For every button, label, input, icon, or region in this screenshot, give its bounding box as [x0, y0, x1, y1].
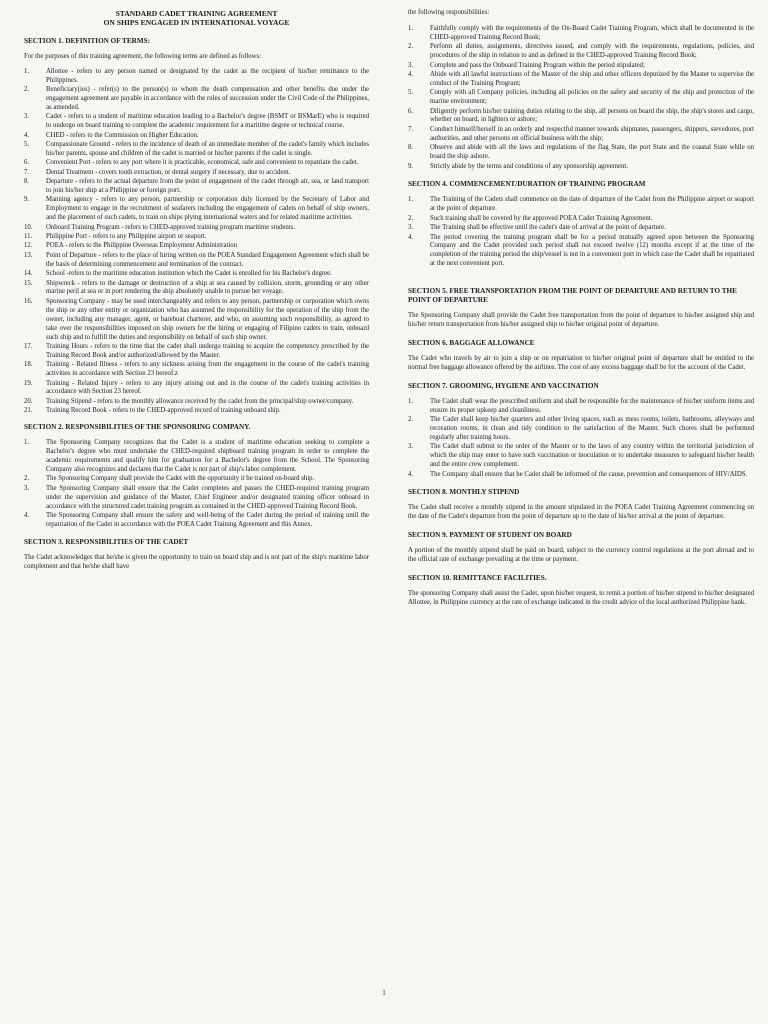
list-item-text: Allottee - refers to any person named or designated by the cadet as the recipient of his/her remittance to the Philippines. [46, 67, 369, 84]
list-item [24, 132, 369, 141]
list-item-text: The Sponsoring Company shall ensure the safety and well-being of the Cadet during the period of training until the repatriation of the Cadet in accordance with the POEA Cadet Training Agreement and this Annex. [46, 511, 369, 528]
list-item [24, 361, 369, 379]
list-item-number: 4. [24, 131, 30, 139]
list-item-number: 3. [24, 113, 30, 121]
list-item-number: 19. [24, 379, 33, 387]
list-item-text: The Sponsoring Company shall provide the Cadet with the opportunity it be trained on-board ship. [46, 475, 315, 483]
list-item [24, 86, 369, 113]
list-item-text: The period covering the training program shall be for a period mutually agreed upon between the Sponsoring Company and the Cadet provided such period shall not exceed twelve (12) months except if at the time of the completion of the training period the ship/vessel is not in a convenient port in which case the Cadet shall be repatriated at the next convenient port. [430, 233, 754, 268]
list-item-text: The Training shall be effective until the cadet's date of arrival at the point of departure. [430, 224, 666, 232]
section-8-heading: SECTION 8. MONTHLY STIPEND [408, 488, 520, 497]
section-1-intro: For the purposes of this training agreement, the following terms are defined as follows: [24, 52, 262, 60]
list-item-text: Perform all duties, assignments, directives issued, and comply with the requirements, regulations, policies, and procedures of the ship in relation to and as defined in the CHED-approved Training Record Book; [430, 43, 754, 60]
list-item-text: School -refers to the maritime education institution which the Cadet is enrolled for his Bachelor's degree. [46, 270, 332, 278]
section-2-list [24, 439, 369, 530]
list-item-text: The Sponsoring Company recognizes that the Cadet is a student of maritime education seeking to complete a Bachelor's degree who must undertake the CHED-required shipboard training program in order to complete the academic requirements and qualify him for graduation for a Bachelor's degree from the School. The Sponsoring Company also recognizes and declares that the Cadet is not part of ship's labor complement. [46, 439, 369, 473]
list-item-number: 3. [408, 224, 414, 232]
list-item-number: 4. [408, 470, 414, 478]
list-item-number: 6. [24, 159, 30, 167]
list-item-text: Abide with all lawful instructions of the Master of the ship and other officers deputized by the Master to supervise the conduct of the Training Program; [430, 70, 754, 87]
section-10-heading: SECTION 10. REMITTANCE FACILITIES. [408, 574, 547, 583]
list-item [24, 270, 369, 279]
list-item [408, 398, 754, 416]
list-item [408, 443, 754, 470]
list-item-number: 8. [408, 144, 414, 152]
list-item-number: 2. [408, 214, 414, 222]
list-item-text: Training Record Book - refers to the CHED-approved record of training onboard ship. [46, 407, 281, 415]
list-item [408, 43, 754, 61]
list-item-text: Training - Related Illness - refers to any sickness arising from the engagement in the course of the cadet's training activities in accordance with Section 23 hereof.z [46, 361, 369, 378]
list-item [24, 298, 369, 343]
list-item-number: 2. [24, 475, 30, 483]
list-item-number: 8. [24, 178, 30, 186]
list-item [24, 439, 369, 475]
list-item-number: 5. [24, 140, 30, 148]
section-9-text: A portion of the monthly stipend shall be paid on board, subject to the currency control regulations at the port abroad and to the official rate of exchange prevailing at the time or payment. [408, 547, 754, 564]
section-4-list [408, 196, 754, 269]
list-item-text: Compassionate Ground - refers to the incidence of death of an immediate member of the cadet's family which includes his/her parents, spouse and children of the cadet is married or his/her parents if the cadet is single. [46, 140, 369, 157]
list-item [24, 233, 369, 242]
list-item-text: Philippine Port - refers to any Philippine airport or seaport. [46, 233, 207, 241]
list-item-text: Beneficiary(ies) - refer(s) to the person(s) to whom the death compensation and other benefits due under the engagement agreement are payable in accordance with the rules of succession under the Civil Code of the Philippines, as amended. [46, 86, 369, 111]
list-item [24, 141, 369, 159]
list-item-number: 6. [408, 107, 414, 115]
list-item [24, 196, 369, 223]
list-item [24, 178, 369, 196]
list-item [24, 485, 369, 512]
list-item-number: 2. [408, 43, 414, 51]
list-item-text: Dental Treatment - covers tooth extraction, or dental surgery if necessary, due to accident. [46, 168, 291, 176]
list-item-number: 15. [24, 279, 33, 287]
list-item-text: CHED - refers to the Commission on Higher Education. [46, 131, 199, 139]
list-item [408, 416, 754, 443]
list-item-text: Training Stipend - refers to the monthly allowance received by the cadet from the principal/ship owner/company. [46, 397, 354, 405]
list-item [24, 343, 369, 361]
list-item-number: 1. [408, 196, 414, 204]
list-item-text: Point of Departure - refers to the place of hiring written on the POEA Standard Engagement Agreement which shall be the basis of determining commencement and termination of the contract. [46, 251, 369, 268]
list-item [24, 512, 369, 530]
list-item [408, 196, 754, 214]
list-item [24, 280, 369, 298]
list-item-text: Convenient Port - refers to any port where it is practicable, economical, safe and convenient to repatriate the cadet. [46, 159, 359, 167]
list-item-number: 21. [24, 407, 33, 415]
page-number: 1 [382, 989, 386, 997]
list-item [24, 169, 369, 178]
section-9-heading: SECTION 9. PAYMENT OF STUDENT ON BOARD [408, 531, 572, 540]
list-item-text: The Cadet shall submit to the order of the Master or to the laws of any country within the territorial jurisdiction of which the ship may enter to have such vaccination or inoculation or to undertake measures to safeguard his/her health and the entire crew complement. [430, 443, 754, 469]
list-item-number: 2. [24, 86, 30, 94]
list-item-text: The Sponsoring Company shall ensure that the Cadet completes and passes the CHED-required training program under the supervision and guidance of the Master, Chief Engineer and/or designated training officer onboard in accordance with the structured cadet training program as contained in the CHED-approved Training Record Book. [46, 484, 369, 510]
section-10-text: The sponsoring Company shall assist the Cadet, upon his/her request, to remit a portion of his/her stipend to his/her designated Allottee, in Philippine currency at the rate of exchange indicated in the credit advice of the local authorized Philippine bank. [408, 590, 754, 606]
list-item [24, 113, 369, 131]
list-item [408, 71, 754, 89]
document-title [24, 9, 369, 28]
section-3-list [408, 25, 754, 172]
list-item-text: Such training shall be covered by the approved POEA Cadet Training Agreement. [430, 214, 653, 222]
title-line-2: ON SHIPS ENGAGED IN INTERNATIONAL VOYAGE [103, 18, 290, 28]
list-item-text: The Cadet shall wear the prescribed uniform and shall be responsible for the maintenance of his/her uniform items and ensure its proper upkeep and cleanliness. [430, 397, 754, 414]
list-item-text: Complete and pass the Onboard Training Program within the period stipulated; [430, 61, 645, 69]
list-item-number: 4. [408, 70, 414, 78]
list-item-number: 5. [408, 89, 414, 97]
list-item [408, 25, 754, 43]
list-item-number: 14. [24, 270, 33, 278]
list-item [408, 144, 754, 162]
list-item [24, 159, 369, 168]
list-item-text: Diligently perform his/her training duties relating to the ship, all persons on board the ship, the ship's stores and cargo, whether on board, in lighters or ashore; [430, 107, 754, 124]
list-item-text: Training - Related Injury - refers to any injury arising out and in the course of the cadet's training activities in accordance with Section 23 hereof. [46, 379, 369, 396]
list-item-number: 4. [408, 233, 414, 241]
list-item [408, 108, 754, 126]
list-item-number: 10. [24, 223, 33, 231]
section-3-heading: SECTION 3. RESPONSIBILITIES OF THE CADET [24, 537, 189, 546]
list-item-text: The Training of the Cadets shall commence on the date of departure of the Cadet from the Philippine airport or seaport at the point of departure. [430, 196, 754, 213]
section-4-heading: SECTION 4. COMMENCEMENT/DURATION OF TRAINING PROGRAM [408, 180, 646, 189]
list-item-number: 16. [24, 297, 33, 305]
list-item-number: 2. [408, 416, 414, 424]
list-item-text: Manning agency - refers to any person, partnership or corporation duly licensed by the Secretary of Labor and Employment to engage in the recruitment of seafarers including the engagement of cadets on behalf of ship owners, and the placement of such cadets, to train on ships plying international waters and for related maritime activities. [46, 196, 369, 222]
list-item [408, 471, 754, 480]
list-item-text: Conduct himself/herself in an orderly and respectful manner towards shipmates, passengers, shippers, stevedores, port authorities, and other persons on official business with the ship; [430, 125, 754, 142]
section-7-heading: SECTION 7. GROOMING, HYGIENE AND VACCINATION [408, 381, 599, 390]
list-item-number: 1. [408, 24, 414, 32]
list-item-text: Sponsoring Company - may be used interchangeably and refers to any person, partnership or corporation which owns the ship or any other entity or organization who has assumed the responsibility for the operation of the ship from the owner, including any manager, agent, or bareboat charterer, and who, on assuming such responsibility, as agreed to take over the responsibilities imposed on ship owners for the hiring or engaging of Filipino cadets to train, onboard such ship and to fulfill the duties and responsibility on behalf of such ship owner. [46, 297, 369, 341]
list-item-number: 17. [24, 342, 33, 350]
list-item-number: 1. [24, 67, 30, 75]
section-5-text: The Sponsoring Company shall provide the Cadet free transportation from the point of departure to his/her assigned ship and his/her return transportation from his/her assigned ship to his/her original point of departure. [408, 312, 754, 329]
list-item [408, 215, 754, 224]
list-item-number: 11. [24, 233, 33, 241]
list-item [24, 380, 369, 398]
list-item [408, 234, 754, 270]
list-item-number: 7. [408, 125, 414, 133]
section-6-heading: SECTION 6. BAGGAGE ALLOWANCE [408, 338, 535, 347]
section-5-heading: SECTION 5. FREE TRANSPORTATION FROM THE POINT OF DEPARTURE AND RETURN TO THE POINT OF DEPARTURE [408, 287, 737, 305]
list-item [408, 126, 754, 144]
list-item-text: Onboard Training Program - refers to CHED-approved training program maritime students. [46, 223, 295, 231]
list-item-number: 7. [24, 168, 30, 176]
list-item-number: 9. [408, 162, 414, 170]
section-1-heading: SECTION 1. DEFINITION OF TERMS: [24, 36, 151, 45]
list-item-text: POEA - refers to the Philippine Overseas Employment Administration [46, 242, 238, 250]
right-column [408, 9, 754, 614]
list-item-text: Observe and abide with all the laws and regulations of the flag State, the port State and the coastal State while on board the ship ashore. [430, 144, 754, 161]
list-item-text: Strictly abide by the terms and conditions of any sponsorship agreement. [430, 162, 629, 170]
two-column-layout [24, 9, 754, 614]
title-line-1: STANDARD CADET TRAINING AGREEMENT [115, 9, 278, 18]
list-item [24, 407, 369, 416]
list-item-number: 9. [24, 196, 30, 204]
list-item [24, 224, 369, 233]
list-item [24, 242, 369, 251]
list-item [408, 62, 754, 71]
list-item-number: 13. [24, 251, 33, 259]
list-item-number: 3. [24, 484, 30, 492]
list-item-text: The Cadet shall keep his/her quarters and other living spaces, such as mess rooms, toilets, bathrooms, alleyways and recreation rooms, in clean and tidy condition to the satisfaction of the Master. Such chores shall be performed regularly after training hours. [430, 416, 754, 441]
section-6-text: The Cadet who travels by air to join a ship or on repatriation to his/her original point of departure shall be entitled to the normal free baggage allowance offered by the airlines. The cost of any excess baggage shall be for the account of the Cadet. [408, 354, 754, 371]
section-3-intro: The Cadet acknowledges that he/she is given the opportunity to train on board ship and is not part of the ship's maritime labor complement and that he/she shall have [24, 553, 369, 570]
list-item-text: Shipwreck - refers to the damage or destruction of a ship at sea caused by collision, storm, grounding or any other marine peril at sea or in port rendering the ship absolutely unable to pursue her voyage. [46, 279, 369, 296]
list-item-number: 18. [24, 361, 33, 369]
list-item [24, 475, 369, 484]
list-item-text: The Company shall ensure that he Cadet shall be informed of the cause, prevention and consequences of HIV/AIDS. [430, 470, 748, 478]
list-item-number: 12. [24, 242, 33, 250]
left-column [24, 9, 369, 614]
section-8-text: The Cadet shall receive a monthly stipend in the amount stipulated in the POEA Cadet Training Agreement commencing on the date of the Cadet's departure from the point of departure up to the date of his/her arrival at the point of departure. [408, 504, 754, 521]
list-item [408, 89, 754, 107]
list-item [24, 68, 369, 86]
section-3-continuation: the following responsibilities: [408, 9, 490, 16]
list-item [408, 163, 754, 172]
list-item-number: 3. [408, 61, 414, 69]
list-item-number: 1. [408, 397, 414, 405]
list-item [24, 398, 369, 407]
section-2-heading: SECTION 2. RESPONSIBILITIES OF THE SPONSORING COMPANY. [24, 423, 251, 432]
list-item-number: 20. [24, 397, 33, 405]
list-item-text: Training Hours - refers to the time that the cadet shall undergo training to acquire the competency prescribed by the Training Record Book and/or authorized/allowed by the Master. [46, 342, 369, 359]
section-7-list [408, 398, 754, 480]
list-item-number: 1. [24, 439, 30, 447]
list-item-number: 4. [24, 511, 30, 519]
list-item-text: Comply with all Company policies, including all policies on the safety and security of the ship and protection of the marine environment; [430, 89, 754, 106]
list-item-number: 3. [408, 443, 414, 451]
list-item [408, 224, 754, 233]
list-item [24, 252, 369, 270]
list-item-text: Faithfully comply with the requirements of the On-Board Cadet Training Program, which shall be documented in the CHED-approved Training Record Book; [430, 24, 754, 41]
list-item-text: Departure - refers to the actual departure from the point of engagement of the cadet through air, sea, or land transport to join his/her ship at a Philippine or foreign port. [46, 178, 369, 194]
section-1-list [24, 68, 369, 416]
list-item-text: Cadet - refers to a student of maritime education leading to a Bachelor's degree (BSMT or BSMarE) who is required to undergo on board training to complete the academic requirement for a maritime degree or technical course. [46, 113, 369, 130]
